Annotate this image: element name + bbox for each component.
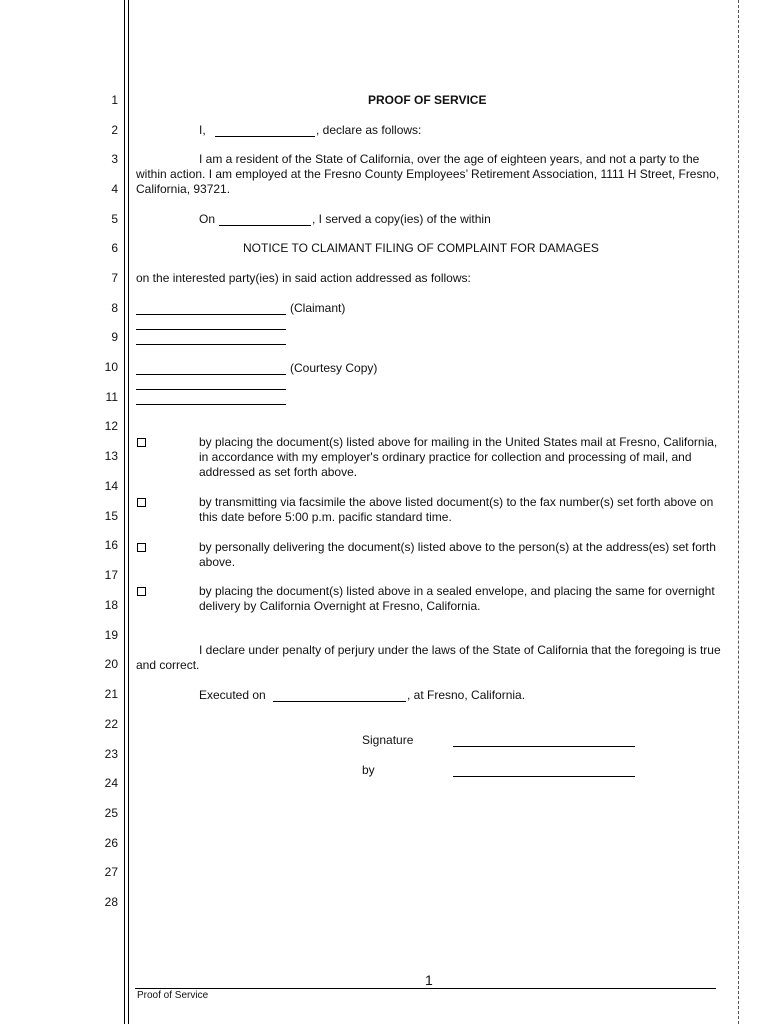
overnight-delivery-text: by placing the document(s) listed above in a sealed envelope, and placing the same for overnight delivery by California Overnight at Fresno, California. — [199, 584, 715, 613]
line-number: 22 — [104, 717, 118, 731]
signature-field[interactable] — [453, 746, 635, 747]
document-heading: PROOF OF SERVICE — [368, 93, 487, 107]
perjury-declaration: I declare under penalty of perjury under the laws of the State of California that the foregoing is true and correct. — [136, 643, 721, 672]
footer-label: Proof of Service — [137, 990, 209, 1001]
right-margin-line — [738, 0, 739, 1024]
line-number: 16 — [104, 538, 118, 552]
line-number: 19 — [104, 628, 118, 642]
claimant-label: (Claimant) — [290, 301, 346, 315]
courtesy-address-field-2[interactable] — [136, 404, 286, 405]
courtesy-name-field[interactable] — [136, 374, 286, 375]
executed-prefix: Executed on — [199, 688, 266, 702]
line-number: 8 — [111, 301, 118, 315]
declarant-suffix: , declare as follows: — [316, 123, 422, 137]
personal-delivery-text: by personally delivering the document(s) listed above to the person(s) at the address(es) set forth above. — [199, 540, 716, 569]
line-number: 6 — [111, 241, 118, 255]
line-number: 1 — [111, 93, 118, 107]
line-number: 10 — [104, 360, 118, 374]
line-number: 23 — [104, 747, 118, 761]
service-date-field[interactable] — [219, 225, 311, 226]
claimant-address-field-1[interactable] — [136, 329, 286, 330]
executed-suffix: , at Fresno, California. — [407, 688, 526, 702]
fax-service-text: by transmitting via facsimile the above listed document(s) to the fax number(s) set forth above on this date before 5:00 p.m. pacific standard time. — [199, 495, 714, 524]
claimant-name-field[interactable] — [136, 314, 286, 315]
courtesy-copy-label: (Courtesy Copy) — [290, 361, 378, 375]
residency-paragraph: I am a resident of the State of California, over the age of eighteen years, and not a party to the within action. I am employed at the Fresno County Employees’ Retirement Association, 1111 H Street, Fresno, California, 93721. — [136, 152, 720, 196]
left-margin-line-2 — [128, 0, 129, 1024]
by-name-field[interactable] — [453, 776, 635, 777]
mail-service-checkbox[interactable] — [137, 438, 146, 447]
overnight-delivery-checkbox[interactable] — [137, 587, 146, 596]
line-number: 26 — [104, 836, 118, 850]
fax-service-checkbox[interactable] — [137, 498, 146, 507]
line-number: 28 — [104, 895, 118, 909]
service-date-suffix: , I served a copy(ies) of the within — [312, 212, 491, 226]
page-number: 1 — [425, 972, 433, 988]
signature-label: Signature — [362, 733, 414, 747]
personal-delivery-checkbox[interactable] — [137, 543, 146, 552]
line-number: 27 — [104, 865, 118, 879]
service-date-prefix: On — [199, 212, 216, 226]
line-number: 12 — [104, 419, 118, 433]
line-number: 21 — [104, 687, 118, 701]
interested-parties-text: on the interested party(ies) in said action addressed as follows: — [136, 271, 471, 285]
line-number: 24 — [104, 776, 118, 790]
mail-service-text: by placing the document(s) listed above for mailing in the United States mail at Fresno, California, in accordance with my employer's ordinary practice for collection and processing of mail, and addressed as set forth above. — [199, 435, 718, 479]
line-number: 13 — [104, 449, 118, 463]
by-label: by — [362, 763, 375, 777]
line-number: 7 — [111, 271, 118, 285]
courtesy-address-field-1[interactable] — [136, 389, 286, 390]
line-number: 9 — [111, 330, 118, 344]
line-number: 14 — [104, 479, 118, 493]
line-number: 4 — [111, 182, 118, 196]
line-number: 2 — [111, 123, 118, 137]
executed-date-field[interactable] — [273, 701, 406, 702]
left-margin-line-1 — [124, 0, 125, 1024]
declarant-name-field[interactable] — [215, 136, 315, 137]
line-number: 17 — [104, 568, 118, 582]
claimant-address-field-2[interactable] — [136, 344, 286, 345]
line-number: 18 — [104, 598, 118, 612]
served-document-title: NOTICE TO CLAIMANT FILING OF COMPLAINT FOR DAMAGES — [243, 241, 599, 255]
declarant-prefix: I, — [199, 123, 206, 137]
line-number: 3 — [111, 152, 118, 166]
footer-rule — [135, 988, 716, 989]
line-number: 20 — [104, 657, 118, 671]
line-number: 5 — [111, 212, 118, 226]
line-number: 25 — [104, 806, 118, 820]
line-number: 15 — [104, 509, 118, 523]
line-number: 11 — [105, 390, 118, 404]
